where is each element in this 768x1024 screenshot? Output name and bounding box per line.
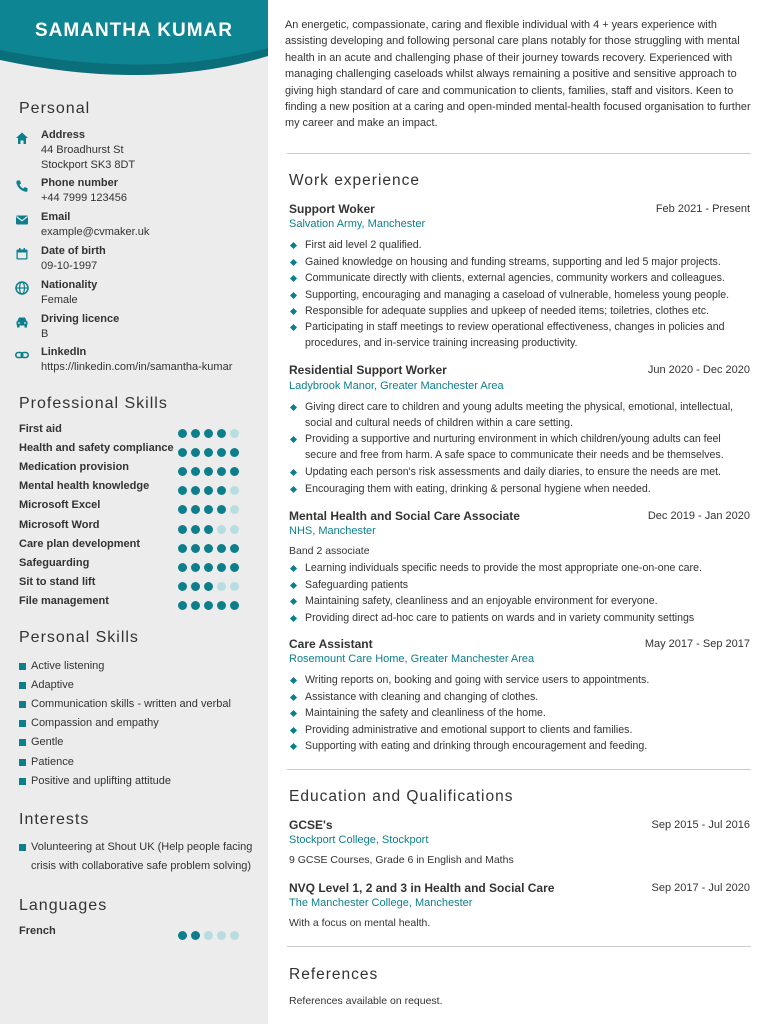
references-heading: References [289, 966, 379, 983]
link-icon [14, 347, 30, 363]
rating-dot [191, 448, 200, 457]
job-organisation: Ladybrook Manor, Greater Manchester Area [289, 380, 504, 392]
rating-dot [230, 582, 239, 591]
personal-driving-licence [14, 313, 264, 345]
job-bullet: Communicate directly with clients, external agencies, community workers and colleagues. [289, 270, 749, 286]
email-value[interactable]: example@cvmaker.uk [41, 226, 150, 238]
candidate-name: SAMANTHA KUMAR [35, 20, 233, 41]
rating-dot [204, 525, 213, 534]
personal-linkedin [14, 346, 264, 378]
rating-dot [191, 486, 200, 495]
linkedin-label: LinkedIn [41, 346, 87, 358]
job-bullet: Learning individuals specific needs to provide the most appropriate one-on-one care. [289, 560, 749, 576]
rating-dot [217, 601, 226, 610]
personal-address [14, 129, 264, 171]
rating-dot [217, 448, 226, 457]
personal-skill-item [19, 695, 259, 714]
rating-dot [230, 544, 239, 553]
education-title: NVQ Level 1, 2 and 3 in Health and Social Care [289, 881, 555, 895]
rating-dot [178, 525, 187, 534]
rating-dot [230, 429, 239, 438]
rating-dot [230, 563, 239, 572]
job-bullet: Providing direct ad-hoc care to patients on wards and in variety community settings [289, 610, 749, 626]
rating-dot [217, 429, 226, 438]
education-note: With a focus on mental health. [289, 917, 431, 929]
personal-skill-text: Gentle [31, 736, 64, 749]
interest-item [19, 838, 259, 876]
bullet-square [19, 778, 26, 785]
job-organisation: Rosemount Care Home, Greater Manchester Area [289, 653, 535, 665]
skill-rating [174, 482, 239, 491]
skill-name: Health and safety compliance [19, 442, 174, 455]
professional-skill [19, 576, 244, 592]
personal-nationality [14, 279, 264, 311]
skill-name: Microsoft Word [19, 518, 100, 531]
personal-skill-item [19, 657, 259, 676]
education-note: 9 GCSE Courses, Grade 6 in English and Maths [289, 854, 514, 866]
home-icon [14, 130, 30, 146]
phone-value[interactable]: +44 7999 123456 [41, 192, 127, 204]
language-item [19, 925, 244, 941]
car-icon [14, 314, 30, 330]
job-bullet: Supporting with eating and drinking through encouragement and feeding. [289, 738, 749, 754]
calendar-icon [14, 246, 30, 262]
rating-dot [178, 486, 187, 495]
rating-dot [178, 467, 187, 476]
skill-rating [174, 578, 239, 587]
section-divider [287, 153, 751, 154]
rating-dot [204, 563, 213, 572]
job-bullet: Gained knowledge on housing and funding streams, supporting and led 5 major projects. [289, 254, 749, 270]
phone-icon [14, 178, 30, 194]
professional-skill [19, 538, 244, 554]
rating-dot [204, 582, 213, 591]
address-line-1: 44 Broadhurst St [41, 144, 124, 156]
personal-phone [14, 177, 264, 209]
bullet-square [19, 844, 26, 851]
rating-dot [178, 448, 187, 457]
rating-dot [178, 544, 187, 553]
linkedin-value[interactable]: https://linkedin.com/in/samantha-kumar [41, 361, 233, 373]
rating-dot [178, 601, 187, 610]
rating-dot [217, 563, 226, 572]
rating-dot [204, 505, 213, 514]
job-date: Jun 2020 - Dec 2020 [647, 364, 750, 376]
profile-summary: An energetic, compassionate, caring and flexible individual with 4 + years experience with assisting developing and following personal care plans notably for those struggling with mental health in an acute and challenging phase of their journey towards recovery. Experienced with managing challenging caseloads whilst always remaining a positive and sensitive approach to giving high standard of care and communication to clients, families, staff and visitors. Keen to finding a new position at a caring and open-minded mental-health focused organisation to further my career and make an impact. [285, 19, 751, 130]
dob-label: Date of birth [41, 245, 106, 257]
professional-skill [19, 557, 244, 573]
job-bullet: Safeguarding patients [289, 577, 749, 593]
personal-skill-text: Positive and uplifting attitude [31, 774, 172, 787]
job-title: Support Woker [289, 202, 375, 216]
skill-name: Care plan development [19, 537, 141, 550]
skill-name: Mental health knowledge [19, 480, 150, 493]
skill-rating [174, 521, 239, 530]
job-bullet: Maintaining the safety and cleanliness of the home. [289, 705, 749, 721]
rating-dot [191, 467, 200, 476]
email-label: Email [41, 211, 71, 223]
skill-rating [174, 559, 239, 568]
job-organisation: NHS, Manchester [289, 525, 376, 537]
skill-name: File management [19, 594, 109, 607]
rating-dot [191, 563, 200, 572]
rating-dot [191, 601, 200, 610]
rating-dot [217, 544, 226, 553]
job-bullet: Writing reports on, booking and going with service users to appointments. [289, 672, 749, 688]
sidebar [0, 0, 268, 1024]
job-bullet: Giving direct care to children and young adults meeting the physical, emotional, intellectual, social and cultural needs of children within a care setting. [289, 399, 749, 432]
dob-value: 09-10-1997 [41, 260, 98, 272]
education-date: Sep 2015 - Jul 2016 [651, 819, 750, 831]
skill-name: Sit to stand lift [19, 575, 96, 588]
professional-skill [19, 442, 244, 458]
nationality-label: Nationality [41, 279, 98, 291]
personal-skill-item [19, 676, 259, 695]
rating-dot [230, 448, 239, 457]
section-divider [287, 946, 751, 947]
personal-skill-item [19, 772, 259, 791]
rating-dot [204, 486, 213, 495]
globe-icon [14, 280, 30, 296]
rating-dot [217, 931, 226, 940]
rating-dot [204, 601, 213, 610]
job-bullet: Updating each person's risk assessments and daily diaries, to ensure the needs are met. [289, 464, 749, 480]
rating-dot [178, 931, 187, 940]
section-divider [287, 769, 751, 770]
education-institution: The Manchester College, Manchester [289, 897, 473, 909]
job-date: Dec 2019 - Jan 2020 [647, 510, 750, 522]
job-organisation: Salvation Army, Manchester [289, 218, 426, 230]
interests-heading: Interests [19, 811, 90, 828]
personal-skill-item [19, 714, 259, 733]
bullet-square [19, 720, 26, 727]
rating-dot [217, 525, 226, 534]
skill-rating [174, 444, 239, 453]
skill-name: Medication provision [19, 461, 130, 474]
rating-dot [191, 544, 200, 553]
rating-dot [204, 931, 213, 940]
job-bullet: Participating in staff meetings to review operational effectiveness, changes in policies and procedures, and in-service training increasing productivity. [289, 319, 749, 352]
personal-email [14, 211, 264, 243]
professional-skill [19, 519, 244, 535]
rating-dot [204, 448, 213, 457]
rating-dot [178, 429, 187, 438]
professional-skill [19, 461, 244, 477]
job-title: Care Assistant [289, 637, 373, 651]
skill-rating [174, 597, 239, 606]
job-title: Residential Support Worker [289, 363, 447, 377]
education-institution: Stockport College, Stockport [289, 834, 429, 846]
education-heading: Education and Qualifications [289, 788, 514, 805]
skill-rating [174, 540, 239, 549]
references-text: References available on request. [289, 995, 443, 1007]
professional-skill [19, 499, 244, 515]
professional-skills-heading: Professional Skills [19, 395, 168, 412]
rating-dot [191, 505, 200, 514]
job-bullet: Assistance with cleaning and changing of clothes. [289, 689, 749, 705]
nationality-value: Female [41, 294, 78, 306]
email-icon [14, 212, 30, 228]
rating-dot [230, 525, 239, 534]
bullet-square [19, 759, 26, 766]
interest-text: Volunteering at Shout UK (Help people facing crisis with collaborative safe problem solving) [31, 841, 253, 872]
address-label: Address [41, 129, 86, 141]
job-note: Band 2 associate [289, 545, 370, 557]
professional-skill [19, 423, 244, 439]
job-bullet: Supporting, encouraging and managing a caseload of vulnerable, homeless young people. [289, 287, 749, 303]
personal-skill-item [19, 733, 259, 752]
professional-skill [19, 595, 244, 611]
rating-dot [191, 931, 200, 940]
rating-dot [191, 525, 200, 534]
rating-dot [204, 467, 213, 476]
rating-dot [217, 486, 226, 495]
rating-dot [217, 582, 226, 591]
personal-skill-text: Adaptive [31, 679, 74, 692]
language-name: French [19, 925, 56, 937]
skill-rating [174, 425, 239, 434]
job-bullet: First aid level 2 qualified. [289, 237, 749, 253]
name-banner [0, 0, 268, 86]
personal-skill-item [19, 753, 259, 772]
skill-rating [174, 463, 239, 472]
driving-licence-label: Driving licence [41, 313, 120, 325]
rating-dot [178, 505, 187, 514]
rating-dot [230, 601, 239, 610]
phone-label: Phone number [41, 177, 119, 189]
rating-dot [217, 505, 226, 514]
personal-heading: Personal [19, 100, 91, 117]
skill-name: Microsoft Excel [19, 499, 101, 512]
banner-shape [0, 0, 268, 86]
rating-dot [230, 486, 239, 495]
bullet-square [19, 663, 26, 670]
driving-licence-value: B [41, 328, 49, 340]
skill-name: First aid [19, 423, 62, 435]
job-bullet: Maintaining safety, cleanliness and an enjoyable environment for everyone. [289, 593, 749, 609]
skill-rating [174, 501, 239, 510]
rating-dot [178, 563, 187, 572]
education-date: Sep 2017 - Jul 2020 [651, 882, 750, 894]
personal-skills-heading: Personal Skills [19, 629, 139, 646]
education-title: GCSE's [289, 818, 333, 832]
rating-dot [230, 505, 239, 514]
skill-name: Safeguarding [19, 556, 90, 569]
job-date: Feb 2021 - Present [655, 203, 750, 215]
work-experience-heading: Work experience [289, 172, 421, 189]
personal-skill-text: Compassion and empathy [31, 717, 159, 730]
job-bullet: Providing a supportive and nurturing environment in which children/young adults can feel secure and free from harm. A safe space to communicate their needs and be themselves. [289, 431, 749, 464]
rating-dot [191, 582, 200, 591]
job-date: May 2017 - Sep 2017 [644, 638, 750, 650]
rating-dot [230, 467, 239, 476]
rating-dot [204, 429, 213, 438]
bullet-square [19, 701, 26, 708]
professional-skill [19, 480, 244, 496]
job-bullet: Providing administrative and emotional support to clients and families. [289, 722, 749, 738]
address-line-2: Stockport SK3 8DT [41, 159, 136, 171]
bullet-square [19, 739, 26, 746]
languages-heading: Languages [19, 897, 108, 914]
job-bullet: Encouraging them with eating, drinking & personal hygiene when needed. [289, 481, 749, 497]
job-title: Mental Health and Social Care Associate [289, 509, 520, 523]
personal-skill-text: Active listening [31, 660, 105, 672]
rating-dot [217, 467, 226, 476]
personal-skill-text: Patience [31, 755, 74, 768]
rating-dot [204, 544, 213, 553]
rating-dot [178, 582, 187, 591]
language-rating [174, 927, 239, 936]
rating-dot [191, 429, 200, 438]
personal-skill-text: Communication skills - written and verbal [31, 698, 231, 711]
job-bullet: Responsible for adequate supplies and upkeep of needed items; toiletries, clothes etc. [289, 303, 749, 319]
bullet-square [19, 682, 26, 689]
rating-dot [230, 931, 239, 940]
personal-dob [14, 245, 264, 277]
